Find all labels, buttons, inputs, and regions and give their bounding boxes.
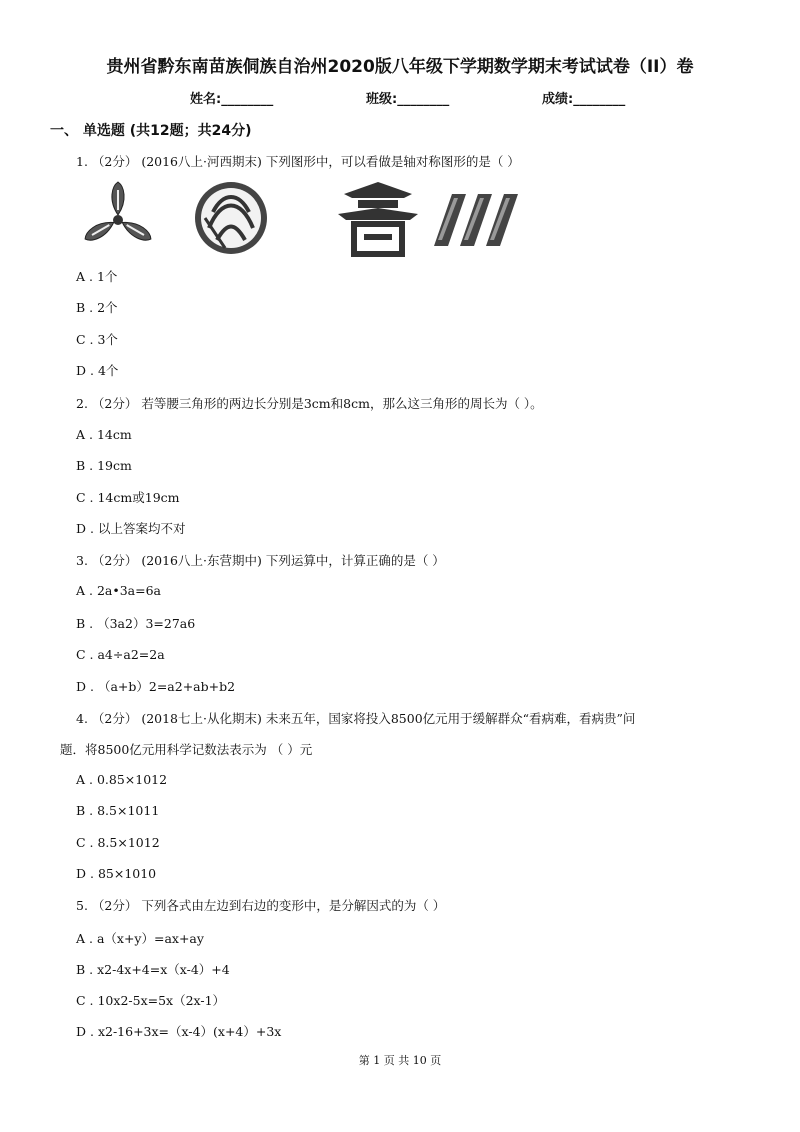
question-4-text-line2: 题．将8500亿元用科学记数法表示为 （ ）元 [60,742,313,757]
q4-option-b: B . 8.5×1011 [76,803,160,818]
q1-option-d: D . 4个 [76,363,119,378]
question-1-text: 1. （2分） (2016八上·河西期末) 下列图形中，可以看做是轴对称图形的是（ ） [76,154,520,169]
question-3-text: 3. （2分） (2016八上·东营期中) 下列运算中，计算正确的是（ ） [76,553,445,568]
q2-option-b: B . 19cm [76,458,132,473]
figure-pagoda-icon [338,182,418,254]
q2-option-a: A . 14cm [76,427,132,442]
q4-option-a: A . 0.85×1012 [76,772,168,787]
q5-option-b: B . x2-4x+4=x（x-4）+4 [76,962,230,977]
score-field-label: 成绩:________ [542,92,626,107]
q4-option-d: D . 85×1010 [76,866,157,881]
q2-option-d: D . 以上答案均不对 [76,521,186,536]
name-field-label: 姓名:________ [190,92,274,107]
q5-option-d: D . x2-16+3x=（x-4）(x+4）+3x [76,1024,282,1039]
q3-option-a: A . 2a•3a=6a [76,583,162,598]
page-title: 贵州省黔东南苗族侗族自治州2020版八年级下学期数学期末考试试卷（II）卷 [106,57,694,77]
q5-option-a: A . a（x+y）=ax+ay [76,931,204,946]
question-4-text-line1: 4. （2分） (2018七上·从化期末) 未来五年，国家将投入8500亿元用于缓解群众“看病难，看病贵”问 [76,711,636,726]
section-title: 一、 单选题 (共12题；共24分) [50,123,252,139]
q4-option-c: C . 8.5×1012 [76,835,160,850]
figure-round-emblem-icon [195,182,267,254]
q3-option-b: B . （3a2）3=27a6 [76,616,196,631]
page-footer: 第 1 页 共 10 页 [358,1054,442,1067]
figure-three-blades-icon [82,182,154,244]
figure-parallelograms-icon [434,194,518,246]
question-2-text: 2. （2分） 若等腰三角形的两边长分别是3cm和8cm，那么这三角形的周长为（ ）。 [76,396,543,411]
q5-option-c: C . 10x2-5x=5x（2x-1） [76,993,226,1008]
q3-option-c: C . a4÷a2=2a [76,647,165,662]
q3-option-d: D . （a+b）2=a2+ab+b2 [76,679,236,694]
question-1-figures [76,180,536,258]
q2-option-c: C . 14cm或19cm [76,490,180,505]
q1-option-a: A . 1个 [76,269,118,284]
question-5-text: 5. （2分） 下列各式由左边到右边的变形中，是分解因式的为（ ） [76,898,446,913]
q1-option-c: C . 3个 [76,332,118,347]
class-field-label: 班级:________ [366,92,450,107]
q1-option-b: B . 2个 [76,300,118,315]
